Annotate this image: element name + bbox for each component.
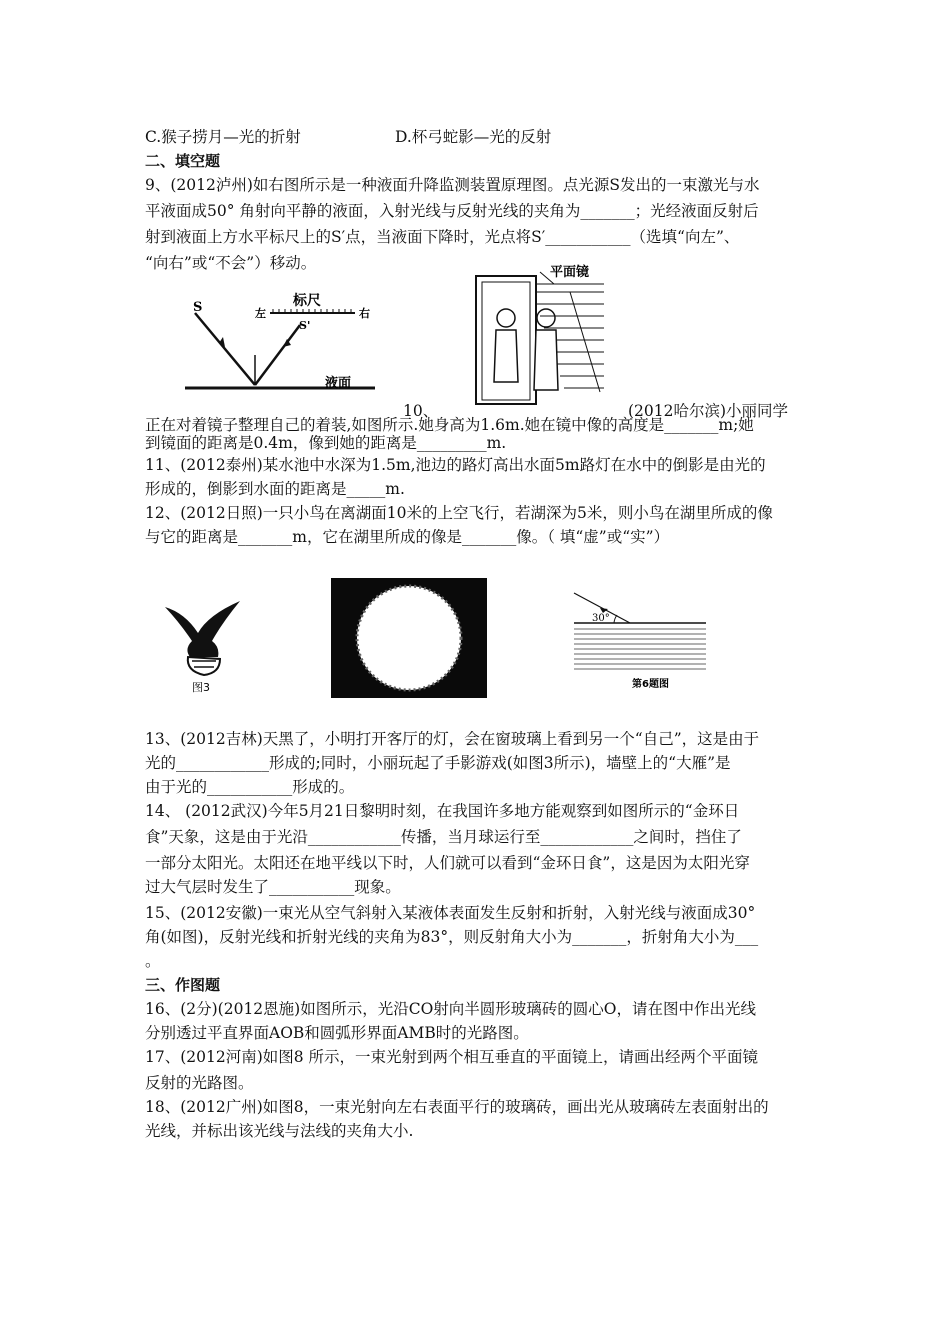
q18-line1: 18、(2012广州)如图8，一束光射向左右表面平行的玻璃砖，画出光从玻璃砖左表面射出的: [145, 1098, 769, 1116]
q16-line2: 分别透过平直界面AOB和圆弧形界面AMB时的光路图。: [145, 1024, 529, 1042]
q14-line3: 一部分太阳光。太阳还在地平线以下时，人们就可以看到“金环日食”，这是因为太阳光穿: [145, 854, 750, 872]
q10-number: 10、: [403, 402, 439, 420]
q9-line2: 平液面成50° 角射向平静的液面，入射光线与反射光线的夹角为_______；光经液面反射后: [145, 202, 759, 220]
figure-3-caption: 图3: [192, 681, 210, 694]
source-s-label: S: [193, 300, 203, 315]
q14-line2: 食”天象，这是由于光沿____________传播，当月球运行至____________之间时，挡住了: [145, 828, 742, 846]
q13-line1: 13、(2012吉林)天黑了，小明打开客厅的灯，会在窗玻璃上看到另一个“自己”，这是由于: [145, 730, 760, 748]
q15-line2: 角(如图)，反射光线和折射光线的夹角为83°，则反射角大小为_______，折射角大小为___: [145, 928, 759, 946]
q17-line2: 反射的光路图。: [145, 1074, 254, 1092]
q12-line2: 与它的距离是_______m，它在湖里所成的像是_______像。（ 填“虚”或“实”）: [145, 528, 670, 546]
q13-line3: 由于光的___________形成的。: [145, 778, 355, 796]
figure-annular-eclipse: [331, 578, 487, 698]
q9-line1: 9、(2012泸州)如右图所示是一种液面升降监测装置原理图。点光源S发出的一束激光与水: [145, 176, 760, 194]
s-prime-label: S': [299, 319, 311, 332]
mirror-label: 平面镜: [550, 265, 590, 280]
q15-line1: 15、(2012安徽)一束光从空气斜射入某液体表面发生反射和折射，入射光线与液面成30°: [145, 904, 756, 922]
q10-line3: 到镜面的距离是0.4m，像到她的距离是_________m.: [145, 434, 507, 452]
q11-line1: 11、(2012泰州)某水池中水深为1.5m,池边的路灯高出水面5m路灯在水中的倒影是由光的: [145, 456, 766, 474]
surface-label: 液面: [325, 376, 352, 391]
q14-line4: 过大气层时发生了___________现象。: [145, 878, 401, 896]
figure-light-incidence: [570, 585, 710, 690]
figure-6-caption: 第6题图: [632, 679, 669, 690]
q17-line1: 17、(2012河南)如图8 所示，一束光射到两个相互垂直的平面镜上，请画出经两个平面镜: [145, 1048, 759, 1066]
q13-line2: 光的____________形成的;同时，小丽玩起了手影游戏(如图3所示)，墙壁上的“大雁”是: [145, 754, 731, 772]
q9-line3: 射到液面上方水平标尺上的S′点，当液面下降时，光点将S′___________（选填“向左”、: [145, 228, 740, 246]
ruler-label: 标尺: [293, 293, 321, 309]
q15-line3: 。: [145, 952, 161, 970]
q10-source: (2012哈尔滨)小丽同学: [628, 402, 789, 420]
option-d: D.杯弓蛇影—光的反射: [395, 128, 552, 146]
figure-hand-shadow: [160, 595, 245, 695]
q14-line1: 14、 (2012武汉)今年5月21日黎明时刻，在我国许多地方能观察到如图所示的“金环日: [145, 802, 740, 820]
q12-line1: 12、(2012日照)一只小鸟在离湖面10米的上空飞行，若湖深为5米，则小鸟在湖里所成的像: [145, 504, 773, 522]
q16-line1: 16、(2分)(2012恩施)如图所示，光沿CO射向半圆形玻璃砖的圆心O，请在图中作出光线: [145, 1000, 756, 1018]
option-c: C.猴子捞月—光的折射: [145, 128, 301, 146]
figure-liquid-level: [175, 285, 405, 400]
angle-30-label: 30°: [592, 613, 610, 624]
right-label: 右: [359, 307, 370, 320]
q10-line2: 正在对着镜子整理自己的着装,如图所示.她身高为1.6m.她在镜中像的高度是_______m;她: [145, 416, 754, 434]
q11-line2: 形成的，倒影到水面的距离是_____m.: [145, 480, 405, 498]
section-heading-drawing: 三、作图题: [145, 976, 221, 994]
q9-line4: “向右”或“不会”）移动。: [145, 254, 317, 272]
q18-line2: 光线，并标出该光线与法线的夹角大小.: [145, 1122, 414, 1140]
section-heading-fill-in: 二、填空题: [145, 152, 221, 170]
left-label: 左: [255, 307, 266, 320]
figure-mirror-girl: [470, 262, 610, 407]
